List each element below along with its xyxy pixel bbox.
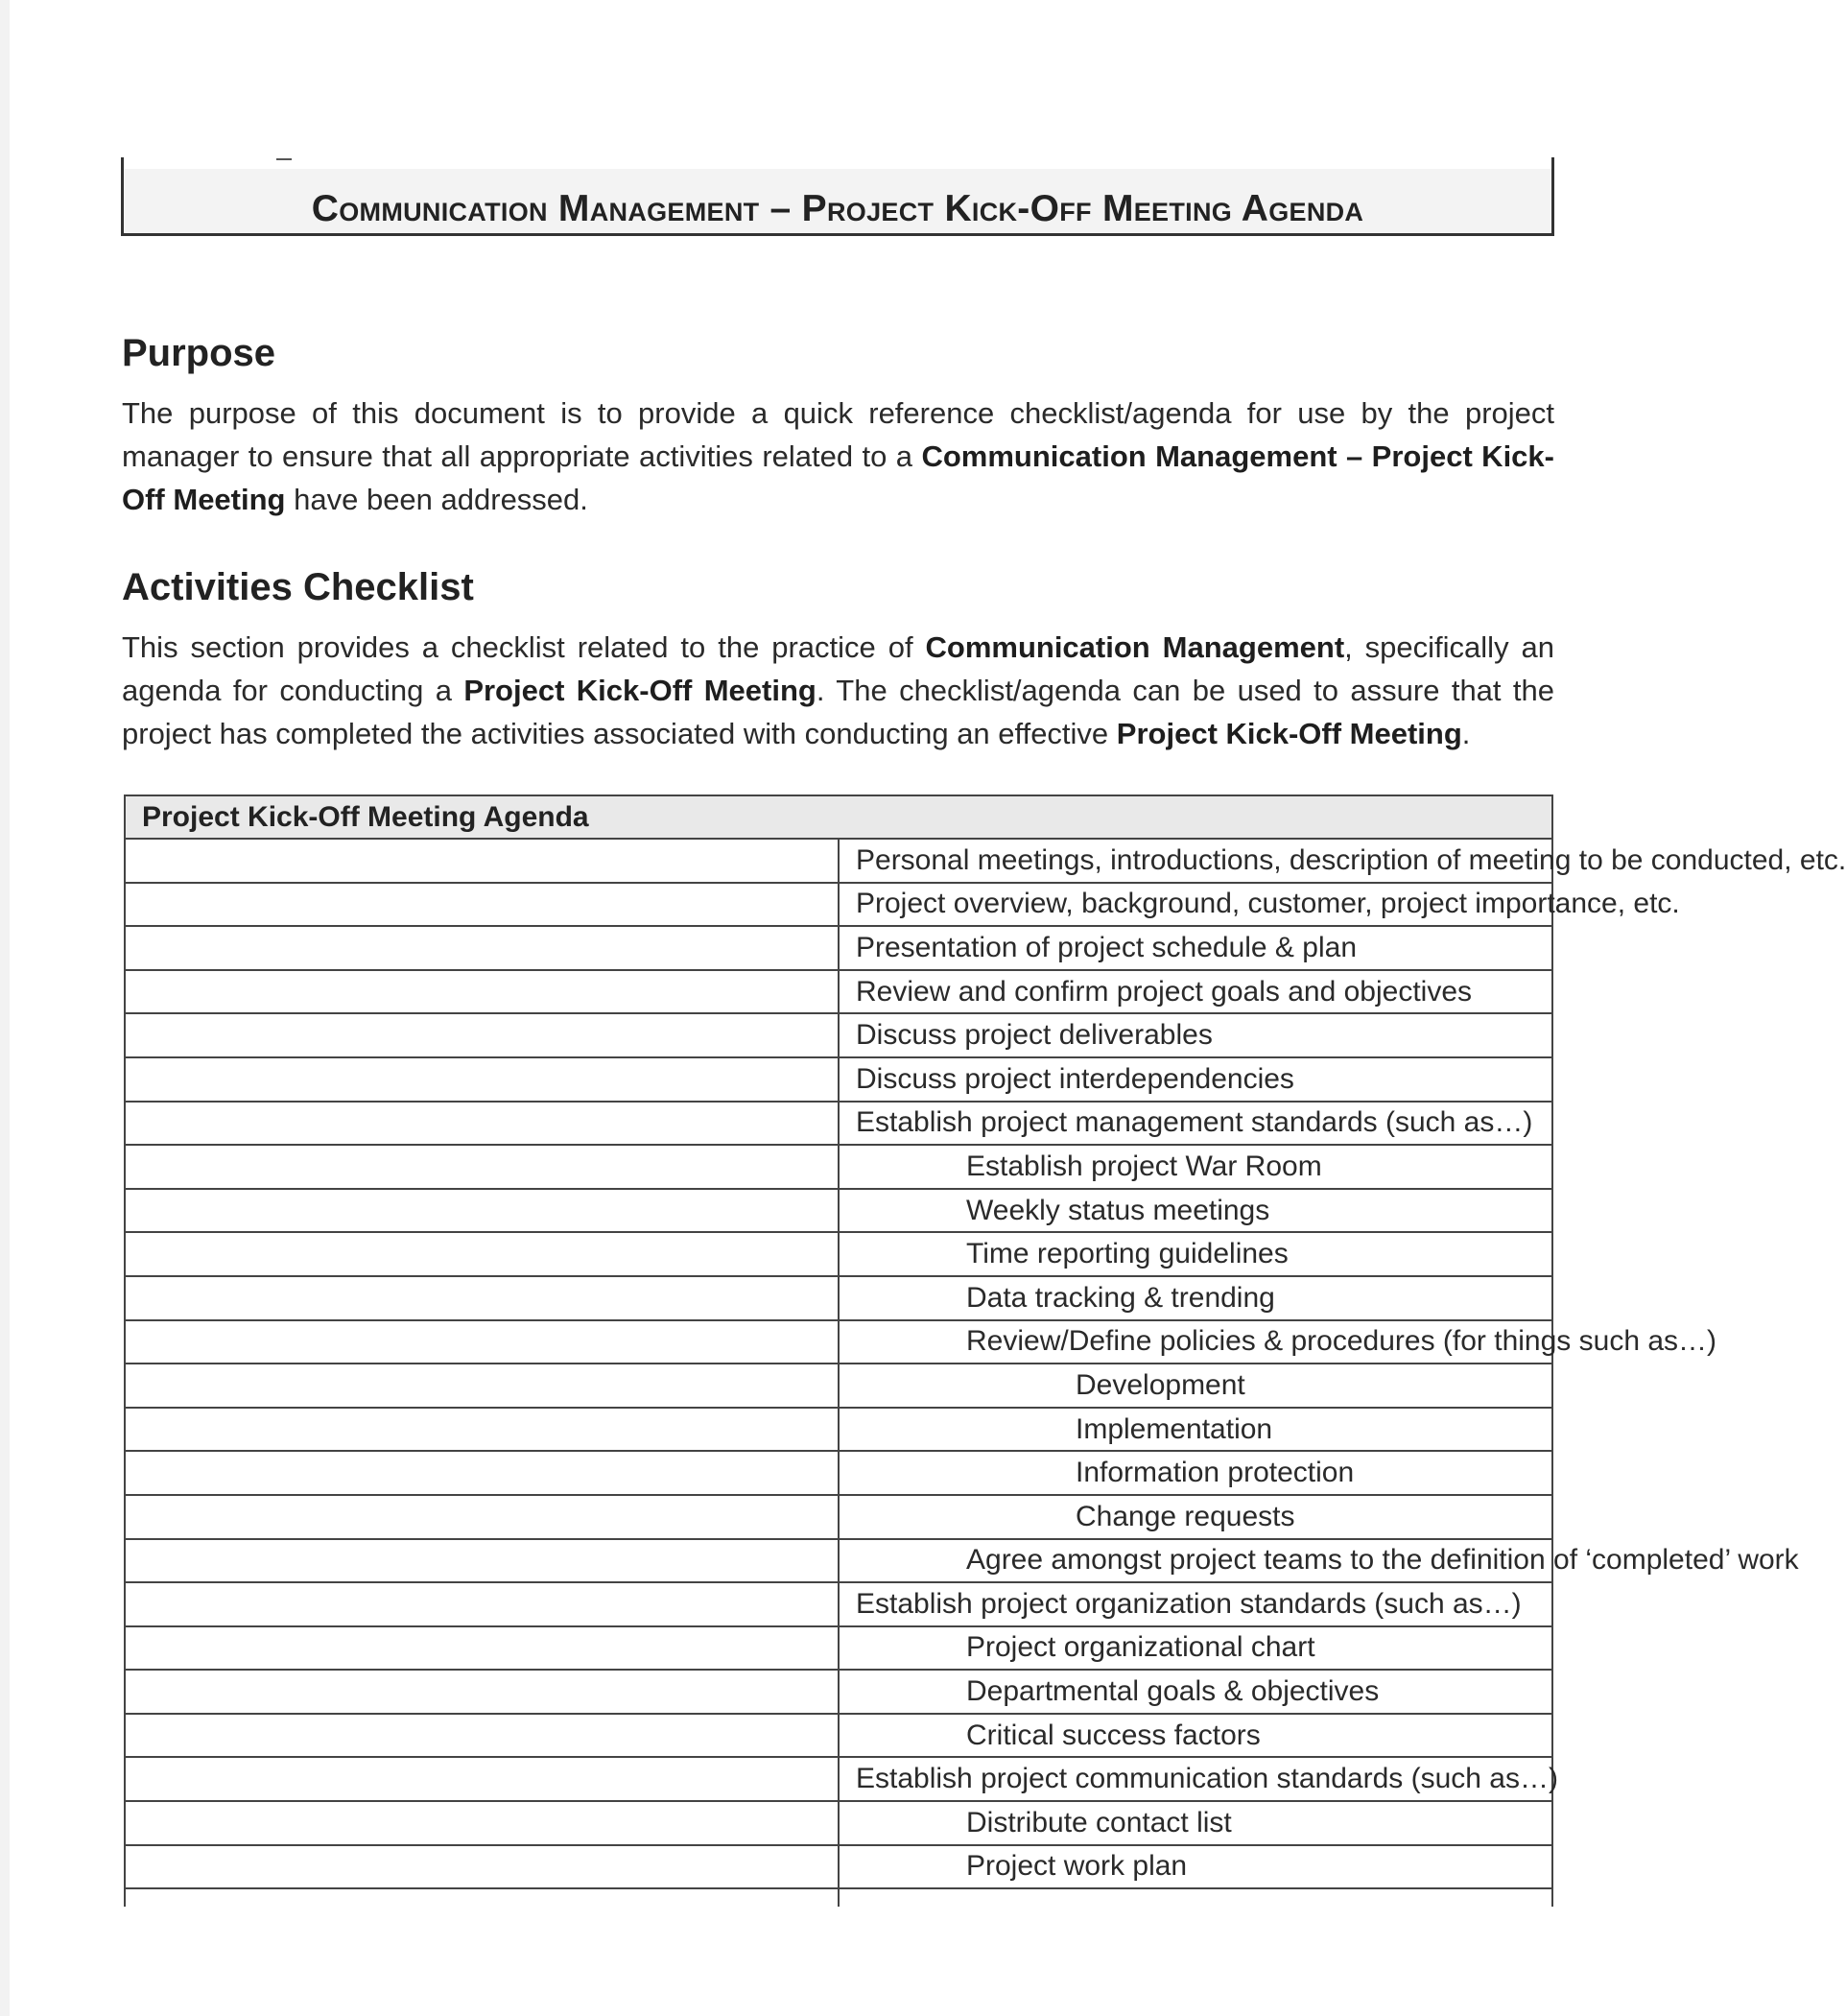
agenda-table-header: Project Kick-Off Meeting Agenda bbox=[125, 795, 1552, 839]
checkbox-cell[interactable] bbox=[125, 1189, 839, 1233]
agenda-item: Distribute contact list bbox=[839, 1801, 1552, 1845]
checkbox-cell[interactable] bbox=[125, 1495, 839, 1539]
activities-paragraph bbox=[122, 626, 1554, 755]
agenda-item: Discuss project interdependencies bbox=[839, 1057, 1552, 1102]
checkbox-cell[interactable] bbox=[125, 883, 839, 927]
activities-text-1: This section provides a checklist related to the practice of bbox=[122, 630, 926, 664]
checkbox-cell[interactable] bbox=[125, 1276, 839, 1320]
table-row bbox=[125, 1495, 1552, 1539]
checkbox-cell[interactable] bbox=[125, 926, 839, 970]
agenda-item: Project organizational chart bbox=[839, 1626, 1552, 1671]
scan-tick-mark bbox=[276, 158, 292, 160]
table-row bbox=[125, 1013, 1552, 1057]
checkbox-cell[interactable] bbox=[125, 1714, 839, 1758]
agenda-item: Project overview, background, customer, project importance, etc. bbox=[839, 883, 1552, 927]
table-row bbox=[125, 1757, 1552, 1801]
checkbox-cell bbox=[125, 1888, 839, 1907]
table-row bbox=[125, 1582, 1552, 1626]
agenda-item: Presentation of project schedule & plan bbox=[839, 926, 1552, 970]
purpose-heading: Purpose bbox=[122, 332, 276, 374]
agenda-item: Establish project communication standards (such as…) bbox=[839, 1757, 1552, 1801]
checkbox-cell[interactable] bbox=[125, 1757, 839, 1801]
agenda-item: Establish project organization standards (such as…) bbox=[839, 1582, 1552, 1626]
agenda-item: Development bbox=[839, 1364, 1552, 1408]
checkbox-cell[interactable] bbox=[125, 1801, 839, 1845]
table-row bbox=[125, 883, 1552, 927]
checkbox-cell[interactable] bbox=[125, 1364, 839, 1408]
checkbox-cell[interactable] bbox=[125, 1145, 839, 1189]
table-row bbox=[125, 1714, 1552, 1758]
activities-bold-1: Communication Management bbox=[925, 630, 1345, 664]
table-row-continuation bbox=[125, 1888, 1552, 1907]
checkbox-cell[interactable] bbox=[125, 1845, 839, 1889]
table-row bbox=[125, 839, 1552, 883]
table-row bbox=[125, 1232, 1552, 1276]
table-row bbox=[125, 1189, 1552, 1233]
checkbox-cell[interactable] bbox=[125, 1539, 839, 1583]
checkbox-cell[interactable] bbox=[125, 1582, 839, 1626]
agenda-item: Critical success factors bbox=[839, 1714, 1552, 1758]
checkbox-cell[interactable] bbox=[125, 1320, 839, 1364]
table-row bbox=[125, 1364, 1552, 1408]
purpose-paragraph bbox=[122, 391, 1554, 521]
table-row bbox=[125, 1626, 1552, 1671]
agenda-item: Establish project War Room bbox=[839, 1145, 1552, 1189]
table-row bbox=[125, 1845, 1552, 1889]
table-row bbox=[125, 1276, 1552, 1320]
agenda-table-body bbox=[125, 839, 1846, 1907]
activities-text-2: , specifically an agenda for conducting a bbox=[122, 630, 1554, 707]
agenda-item: Implementation bbox=[839, 1408, 1552, 1452]
table-row bbox=[125, 970, 1552, 1014]
table-row bbox=[125, 1670, 1552, 1714]
agenda-item: Project work plan bbox=[839, 1845, 1552, 1889]
table-row bbox=[125, 1451, 1552, 1495]
agenda-item: Review and confirm project goals and objectives bbox=[839, 970, 1552, 1014]
agenda-item: Time reporting guidelines bbox=[839, 1232, 1552, 1276]
agenda-item-empty bbox=[839, 1888, 1552, 1907]
purpose-text-2: have been addressed. bbox=[285, 483, 588, 516]
agenda-table bbox=[124, 795, 1846, 1907]
activities-bold-3: Project Kick-Off Meeting bbox=[1116, 717, 1462, 750]
table-row bbox=[125, 1320, 1552, 1364]
title-banner bbox=[121, 157, 1554, 236]
agenda-item: Review/Define policies & procedures (for things such as…) bbox=[839, 1320, 1552, 1364]
checkbox-cell[interactable] bbox=[125, 1232, 839, 1276]
table-row bbox=[125, 926, 1552, 970]
agenda-item: Agree amongst project teams to the definition of ‘completed’ work bbox=[839, 1539, 1552, 1583]
checkbox-cell[interactable] bbox=[125, 1057, 839, 1102]
checkbox-cell[interactable] bbox=[125, 1451, 839, 1495]
checkbox-cell[interactable] bbox=[125, 839, 839, 883]
checkbox-cell[interactable] bbox=[125, 1670, 839, 1714]
agenda-item: Weekly status meetings bbox=[839, 1189, 1552, 1233]
agenda-item: Departmental goals & objectives bbox=[839, 1670, 1552, 1714]
purpose-text-1: The purpose of this document is to provide a quick reference checklist/agenda for use by the project manager to ensure that all appropriate activities related to a bbox=[122, 396, 1554, 473]
agenda-item: Personal meetings, introductions, description of meeting to be conducted, etc. bbox=[839, 839, 1552, 883]
table-row bbox=[125, 1539, 1552, 1583]
checkbox-cell[interactable] bbox=[125, 1102, 839, 1146]
checkbox-cell[interactable] bbox=[125, 1626, 839, 1671]
agenda-item: Data tracking & trending bbox=[839, 1276, 1552, 1320]
table-row bbox=[125, 1801, 1552, 1845]
activities-text-4: . bbox=[1461, 717, 1471, 750]
activities-bold-2: Project Kick-Off Meeting bbox=[463, 674, 816, 707]
checkbox-cell[interactable] bbox=[125, 1408, 839, 1452]
table-row bbox=[125, 1145, 1552, 1189]
table-row bbox=[125, 1057, 1552, 1102]
agenda-item: Change requests bbox=[839, 1495, 1552, 1539]
document-title: Communication Management – Project Kick-Off Meeting Agenda bbox=[311, 188, 1364, 229]
checkbox-cell[interactable] bbox=[125, 970, 839, 1014]
activities-heading: Activities Checklist bbox=[122, 566, 474, 608]
agenda-item: Information protection bbox=[839, 1451, 1552, 1495]
purpose-bold-1: Communication Management – Project Kick-Off Meeting bbox=[122, 439, 1554, 516]
checkbox-cell[interactable] bbox=[125, 1013, 839, 1057]
table-row bbox=[125, 1102, 1552, 1146]
table-row bbox=[125, 1408, 1552, 1452]
agenda-item: Discuss project deliverables bbox=[839, 1013, 1552, 1057]
agenda-item: Establish project management standards (such as…) bbox=[839, 1102, 1552, 1146]
activities-text-3: . The checklist/agenda can be used to assure that the project has completed the activities associated with conducting an effective bbox=[122, 674, 1555, 750]
